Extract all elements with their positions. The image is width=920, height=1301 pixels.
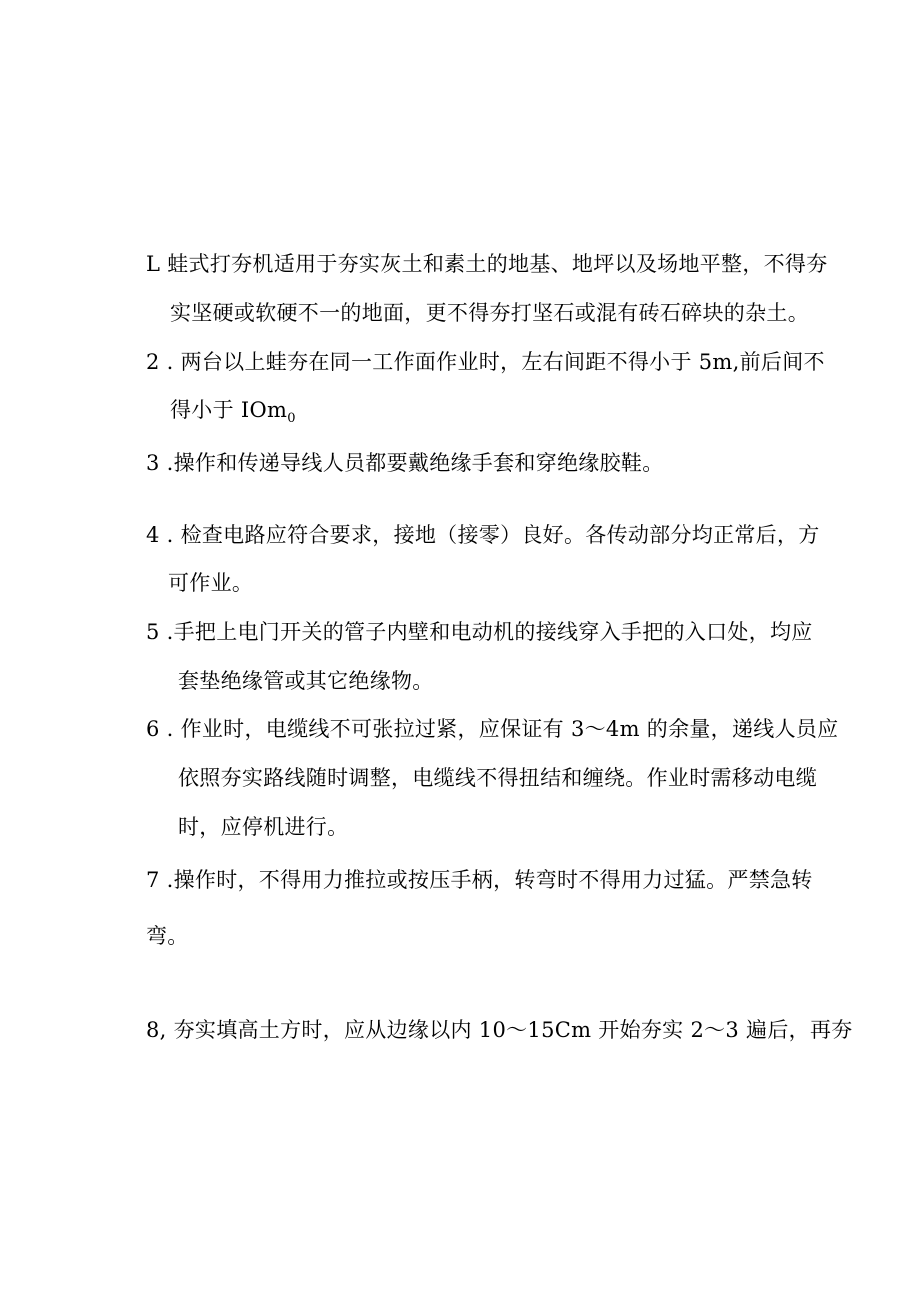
item-5-line-2: 套垫绝缘管或其它绝缘物。 (178, 669, 434, 693)
item-2-line-2-text: 得小于 IOm (170, 398, 288, 422)
item-7-line-1: 7 .操作时，不得用力推拉或按压手柄，转弯时不得用力过猛。严禁急转 (146, 868, 813, 892)
item-1-line-2: 实坚硬或软硬不一的地面，更不得夯打坚石或混有砖石碎块的杂土。 (170, 301, 809, 325)
item-5-line-1: 5 .手把上电门开关的管子内壁和电动机的接线穿入手把的入口处，均应 (146, 620, 813, 644)
item-2-line-2 (170, 392, 296, 428)
item-6-line-3: 时，应停机进行。 (178, 815, 349, 839)
item-6-line-2: 依照夯实路线随时调整，电缆线不得扭结和缠绕。作业时需移动电缆 (178, 766, 817, 790)
item-6-line-1: 6 . 作业时，电缆线不可张拉过紧，应保证有 3～4m 的余量，递线人员应 (146, 717, 839, 741)
item-1-line-1: L 蛙式打夯机适用于夯实灰土和素土的地基、地坪以及场地平整，不得夯 (146, 252, 828, 276)
item-4-line-1: 4 . 检查电路应符合要求，接地（接零）良好。各传动部分均正常后，方 (146, 523, 820, 547)
item-2-line-1: 2 . 两台以上蛙夯在同一工作面作业时，左右间距不得小于 5m,前后间不 (146, 350, 825, 374)
item-7-line-2: 弯。 (146, 924, 189, 948)
item-2-subscript: 0 (287, 411, 296, 427)
item-4-line-2: 可作业。 (168, 571, 254, 595)
item-3-line-1: 3 .操作和传递导线人员都要戴绝缘手套和穿绝缘胶鞋。 (146, 451, 664, 475)
item-8-line-1: 8, 夯实填高土方时，应从边缘以内 10～15Cm 开始夯实 2～3 遍后，再夯 (146, 1018, 853, 1042)
